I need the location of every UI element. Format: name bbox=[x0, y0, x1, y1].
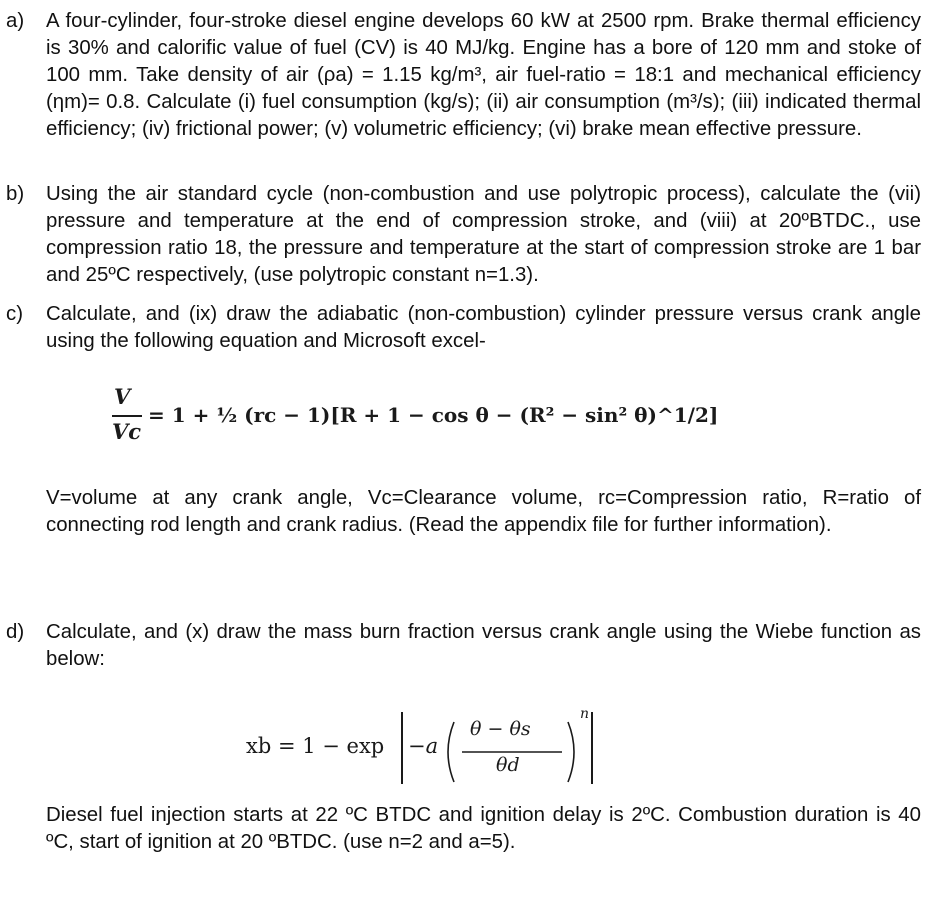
question-a bbox=[0, 8, 921, 143]
wiebe-equation bbox=[246, 700, 606, 790]
question-b-label: b) bbox=[6, 183, 25, 205]
fraction-denominator: Vc bbox=[112, 419, 142, 444]
volume-ratio-equation bbox=[108, 384, 828, 454]
question-a-text: A four-cylinder, four-stroke diesel engine develops 60 kW at 2500 rpm. Brake thermal efficiency is 30% and calorific value of fuel (CV) is 40 MJ/kg. Engine has a bore of 120 mm and stoke of 100 mm. Take density of air (ρa) = 1.15 kg/m³, air fuel-ratio = 18:1 and mechanical efficiency (ηm)= 0.8. Calculate (i) fuel consumption (kg/s); (ii) air consumption (m³/s); (iii) indicated thermal efficiency; (iv) frictional power; (v) volumetric efficiency; (vi) brake mean effective pressure. bbox=[46, 10, 921, 140]
question-d bbox=[0, 619, 921, 673]
question-c-text: Calculate, and (ix) draw the adiabatic (non-combustion) cylinder pressure versus crank angle using the following equation and Microsoft excel- bbox=[46, 303, 921, 352]
question-d-label: d) bbox=[6, 621, 25, 643]
wiebe-a: −a bbox=[408, 734, 439, 758]
question-c-note-text: V=volume at any crank angle, Vc=Clearance volume, rc=Compression ratio, R=ratio of connecting rod length and crank radius. (Read the appendix file for further information). bbox=[46, 487, 921, 536]
question-b bbox=[0, 181, 921, 289]
question-d-text: Calculate, and (x) draw the mass burn fraction versus crank angle using the Wiebe function as below: bbox=[46, 621, 921, 670]
equation-rhs: = 1 + ½ (rc − 1)[R + 1 − cos θ − (R² − sin² θ)^1/2] bbox=[148, 403, 719, 427]
question-a-label: a) bbox=[6, 10, 25, 32]
fraction-numerator: V bbox=[114, 384, 131, 409]
question-c-note bbox=[0, 485, 921, 539]
question-c-label: c) bbox=[6, 303, 23, 325]
fraction-bar bbox=[112, 415, 142, 417]
question-d-note bbox=[0, 802, 921, 856]
wiebe-numerator: θ − θs bbox=[470, 718, 531, 740]
question-d-note-text: Diesel fuel injection starts at 22 ºC BTDC and ignition delay is 2ºC. Combustion duration is 40 ºC, start of ignition at 20 ºBTDC. (use n=2 and a=5). bbox=[46, 804, 921, 853]
question-b-text: Using the air standard cycle (non-combustion and use polytropic process), calculate the (vii) pressure and temperature at the end of compression stroke, and (viii) at 20ºBTDC., use compression ratio 18, the pressure and temperature at the start of compression stroke are 1 bar and 25ºC respectively, (use polytropic constant n=1.3). bbox=[46, 183, 921, 286]
wiebe-lhs: xb = 1 − exp bbox=[246, 734, 385, 758]
wiebe-denominator: θd bbox=[496, 754, 520, 776]
wiebe-exponent: n bbox=[580, 706, 590, 722]
question-c bbox=[0, 301, 921, 355]
